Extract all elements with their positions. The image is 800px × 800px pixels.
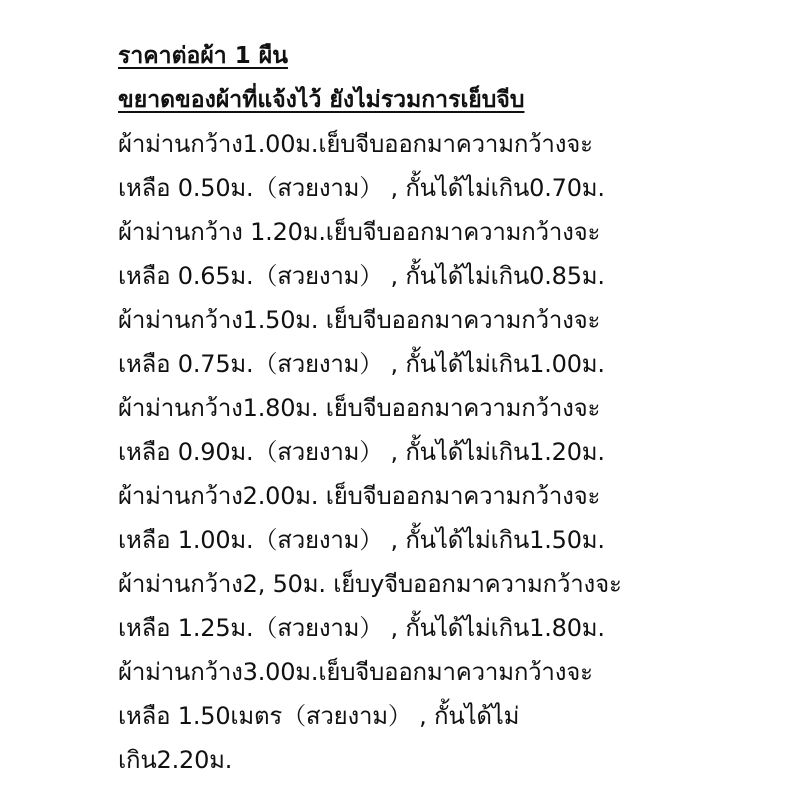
line-1-width-1-00: ผ้าม่านกว้าง1.00ม.เย็บจีบออกมาความกว้างจะ [118, 130, 593, 158]
line-8-result-1-80: เหลือ 0.90ม.（สวยงาม） , กั้นได้ไม่เกิน1.20ม. [118, 438, 605, 466]
line-15-result-3-00-cont: เกิน2.20ม. [118, 746, 233, 774]
line-11-width-2-50: ผ้าม่านกว้าง2, 50ม. เย็บyจีบออกมาความกว้างจะ [118, 570, 622, 598]
heading-price-per-piece: ราคาต่อผ้า 1 ผืน [118, 43, 288, 69]
line-7-width-1-80: ผ้าม่านกว้าง1.80ม. เย็บจีบออกมาความกว้างจะ [118, 394, 601, 422]
line-10-result-2-00: เหลือ 1.00ม.（สวยงาม） , กั้นได้ไม่เกิน1.50ม. [118, 526, 605, 554]
line-5-width-1-50: ผ้าม่านกว้าง1.50ม. เย็บจีบออกมาความกว้างจะ [118, 306, 601, 334]
line-12-result-2-50: เหลือ 1.25ม.（สวยงาม） , กั้นได้ไม่เกิน1.80ม. [118, 614, 605, 642]
line-13-width-3-00: ผ้าม่านกว้าง3.00ม.เย็บจีบออกมาความกว้างจะ [118, 658, 593, 686]
heading-size-note: ขยาดของผ้าที่แจ้งไว้ ยังไม่รวมการเย็บจีบ [118, 87, 525, 113]
line-2-result-1-00: เหลือ 0.50ม.（สวยงาม） , กั้นได้ไม่เกิน0.70ม. [118, 174, 605, 202]
line-14-result-3-00: เหลือ 1.50เมตร（สวยงาม） , กั้นได้ไม่ [118, 702, 520, 730]
line-9-width-2-00: ผ้าม่านกว้าง2.00ม. เย็บจีบออกมาความกว้างจะ [118, 482, 601, 510]
price-document [118, 34, 788, 782]
line-4-result-1-20: เหลือ 0.65ม.（สวยงาม） , กั้นได้ไม่เกิน0.85ม. [118, 262, 605, 290]
line-6-result-1-50: เหลือ 0.75ม.（สวยงาม） , กั้นได้ไม่เกิน1.00ม. [118, 350, 605, 378]
line-3-width-1-20: ผ้าม่านกว้าง 1.20ม.เย็บจีบออกมาความกว้างจะ [118, 218, 601, 246]
